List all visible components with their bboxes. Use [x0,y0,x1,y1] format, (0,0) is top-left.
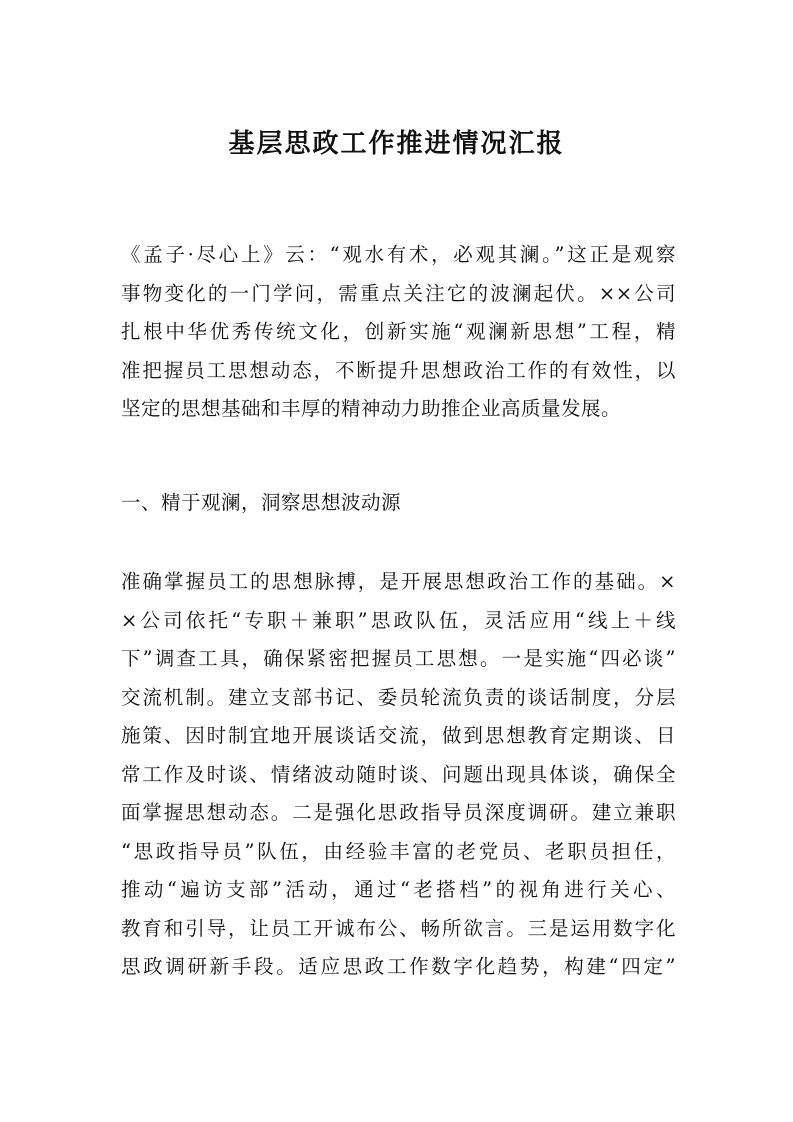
section-1-line: ×公司依托“专职＋兼职”思政队伍，灵活应用“线上＋线 [121,608,676,632]
intro-line: 扎根中华优秀传统文化，创新实施“观澜新思想”工程，精 [121,320,676,343]
section-1-line: 施策、因时制宜地开展谈话交流，做到思想教育定期谈、日 [121,724,676,747]
section-1-line: 准确掌握员工的思想脉搏，是开展思想政治工作的基础。× [121,570,676,593]
section-1-line: 思政调研新手段。适应思政工作数字化趋势，构建“四定” [121,955,676,978]
intro-line: 准把握员工思想动态，不断提升思想政治工作的有效性，以 [121,358,676,382]
intro-paragraph [121,236,676,429]
section-1-line: 教育和引导，让员工开诚布公、畅所欲言。三是运用数字化 [121,916,676,940]
section-1-heading: 一、精于观澜，洞察思想波动源 [121,491,402,514]
document-title: 基层思政工作推进情况汇报 [228,129,565,159]
intro-line: 事物变化的一门学问，需重点关注它的波澜起伏。××公司 [121,281,676,305]
intro-line: 《孟子·尽心上》云：“观水有术，必观其澜。”这正是观察 [121,243,676,266]
section-1-line: 面掌握思想动态。二是强化思政指导员深度调研。建立兼职 [121,801,676,824]
section-1-paragraph [121,563,676,987]
section-1-line: 推动“遍访支部”活动，通过“老搭档”的视角进行关心、 [121,878,676,901]
section-1-line: 常工作及时谈、情绪波动随时谈、问题出现具体谈，确保全 [121,762,676,786]
section-1-line: “思政指导员”队伍，由经验丰富的老党员、老职员担任， [121,839,676,863]
section-1-line: 交流机制。建立支部书记、委员轮流负责的谈话制度，分层 [121,685,676,709]
section-1-line: 下”调查工具，确保紧密把握员工思想。一是实施“四必谈” [121,647,676,670]
intro-line: 坚定的思想基础和丰厚的精神动力助推企业高质量发展。 [121,397,622,420]
